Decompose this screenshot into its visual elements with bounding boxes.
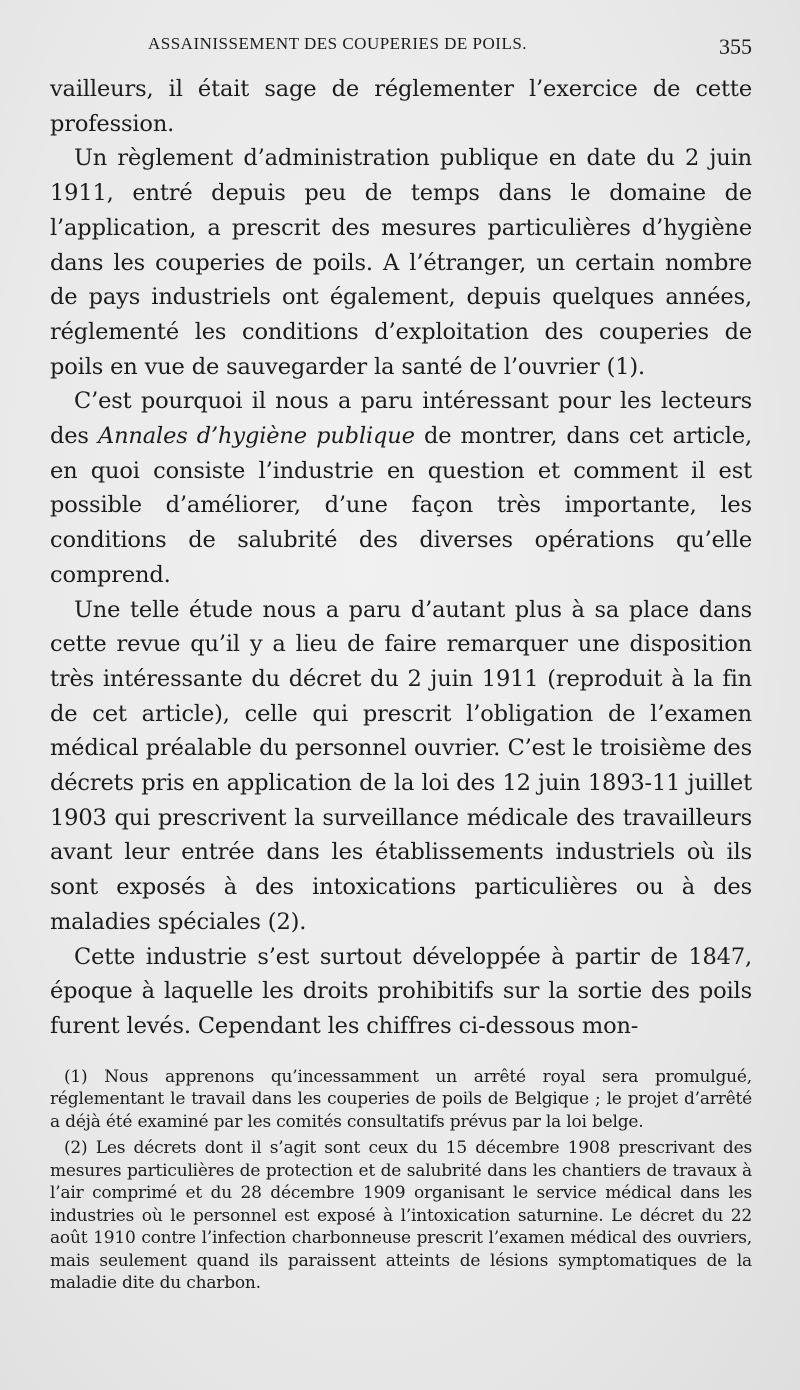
paragraph-decret: Une telle étude nous a paru d’autant plus à sa place dans cette revue qu’il y a lieu de faire remarquer une disposition très intéressante du décret du 2 juin 1911 (reproduit à la fin de cet article), celle qui prescrit l’obligation de l’examen médical préalable du personnel ouvrier. C’est le troisième des décrets pris en application de la loi des 12 juin 1893-11 juillet 1903 qui prescrivent la surveillance médicale des travailleurs avant leur entrée dans les établissements industriels où ils sont exposés à des intoxications particulières ou à des maladies spéciales (2). bbox=[50, 596, 752, 935]
paragraph-industrie: Cette industrie s’est surtout développée à partir de 1847, époque à laquelle les droits prohibitifs sur la sortie des poils furent levés. Cependant les chiffres ci-dessous mon- bbox=[50, 943, 752, 1039]
footnote-1: (1) Nous apprenons qu’incessamment un arrêté royal sera promulgué, réglementant le travail dans les couperies de poils de Belgique ; le projet d’arrêté a déjà été examiné par les comités consultatifs prévus par la loi belge. bbox=[50, 1066, 752, 1132]
footnote-2: (2) Les décrets dont il s’agit sont ceux du 15 décembre 1908 prescrivant des mesures particulières de protection et de salubrité dans les chantiers de travaux à l’air comprimé et du 28 décembre 1909 organisant le service médical dans les industries où le personnel est exposé à l’intoxication saturnine. Le décret du 22 août 1910 contre l’infection charbonneuse prescrit l’examen médical des ouvriers, mais seulement quand ils paraissent atteints de lésions symptomatiques de la maladie dite du charbon. bbox=[50, 1138, 752, 1294]
paragraph-annales bbox=[50, 384, 752, 592]
paragraph-continuation: vailleurs, il était sage de réglementer l’exercice de cette profession. bbox=[50, 76, 752, 137]
paragraph-annales-before: C’est pourquoi il nous a paru intéressant pour les lecteurs des bbox=[50, 388, 752, 450]
paragraph-annales-after: de montrer, dans cet article, en quoi consiste l’industrie en question et comment il est possible d’améliorer, d’une façon très importante, les conditions de salubrité des diverses opérations qu’elle comprend. bbox=[50, 423, 752, 588]
running-head bbox=[50, 30, 752, 72]
running-title: ASSAINISSEMENT DES COUPERIES DE POILS. bbox=[148, 34, 528, 53]
page-number: 355 bbox=[719, 34, 752, 59]
footnotes bbox=[50, 1066, 752, 1295]
journal-title: Annales d’hygiène publique bbox=[97, 423, 415, 450]
paragraph-reglement: Un règlement d’administration publique en date du 2 juin 1911, entré depuis peu de temps dans le domaine de l’application, a prescrit des mesures particulières d’hygiène dans les couperies de poils. A l’étranger, un certain nombre de pays industriels ont également, depuis quelques années, réglementé les conditions d’exploitation des couperies de poils en vue de sauvegarder la santé de l’ouvrier (1). bbox=[50, 145, 752, 380]
body-text bbox=[50, 72, 752, 1044]
